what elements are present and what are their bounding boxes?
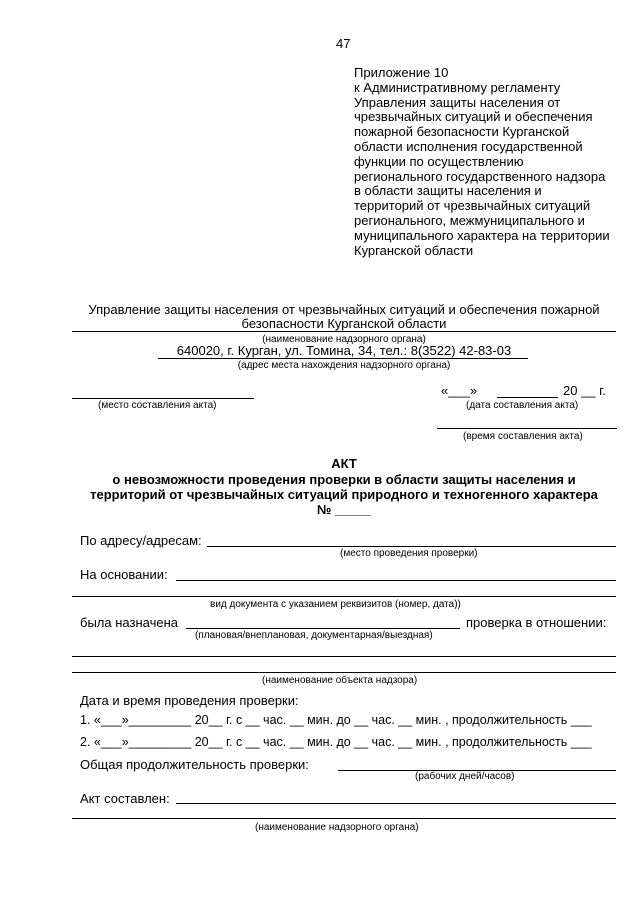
compiled-label: Акт составлен: <box>80 791 170 806</box>
appendix-line: регионального государственного надзора <box>354 168 606 184</box>
act-number: № _____ <box>316 502 372 517</box>
appendix-line: чрезвычайных ситуаций и обеспечения <box>354 109 593 125</box>
total-duration-label: Общая продолжительность проверки: <box>80 757 309 772</box>
basis-caption: вид документа с указанием реквизитов (номер, дата)) <box>210 599 461 610</box>
appendix-line: пожарной безопасности Курганской <box>354 124 570 140</box>
appendix-line: области исполнения государственной <box>354 138 583 154</box>
appendix-line: регионального, межмуниципального и <box>354 212 585 228</box>
compiled-field-line2[interactable] <box>72 818 616 819</box>
appendix-line: в области защиты населения и <box>354 183 542 199</box>
appendix-line: муниципального характера на территории <box>354 227 610 243</box>
authority-line2: безопасности Курганской области <box>241 316 447 331</box>
appendix-line: Приложение 10 <box>354 65 449 80</box>
authority-address: 640020, г. Курган, ул. Томина, 34, тел.: 8(3522) 42-83-03 <box>176 343 512 358</box>
address-caption: (адрес места нахождения надзорного органа) <box>237 360 451 371</box>
place-field[interactable] <box>72 398 254 399</box>
date-year: 20 __ г. <box>563 383 606 398</box>
object-caption: (наименование объекта надзора) <box>262 675 418 686</box>
assigned-label: была назначена <box>80 615 178 630</box>
appendix-line: Управления защиты населения от <box>354 94 561 110</box>
act-subtitle-line2: территорий от чрезвычайных ситуаций природного и техногенного характера <box>90 487 598 502</box>
check-type-field[interactable] <box>186 628 460 629</box>
appendix-line: территорий от чрезвычайных ситуаций <box>354 198 591 214</box>
authority-line1: Управление защиты населения от чрезвычайных ситуаций и обеспечения пожарной <box>88 302 600 317</box>
appendix-line: Курганской области <box>354 242 474 258</box>
appendix-line: функции по осуществлению <box>354 153 524 169</box>
page-number: 47 <box>336 36 351 51</box>
datetime-row-2: 2. «___»_________ 20__ г. с __ час. __ мин. до __ час. __ мин. , продолжительность ___ <box>80 735 592 749</box>
compiled-field[interactable] <box>176 803 616 804</box>
authority-caption: (наименование надзорного органа) <box>262 334 426 345</box>
address-field-caption: (место проведения проверки) <box>340 548 478 559</box>
datetime-row-1: 1. «___»_________ 20__ г. с __ час. __ мин. до __ час. __ мин. , продолжительность ___ <box>80 713 592 727</box>
address-field[interactable] <box>207 546 616 547</box>
basis-label: На основании: <box>80 567 168 582</box>
address-label: По адресу/адресам: <box>80 533 202 548</box>
date-month-field[interactable] <box>497 397 558 398</box>
appendix-line: к Административному регламенту <box>354 79 561 95</box>
address-underline <box>158 358 528 359</box>
datetime-label: Дата и время проведения проверки: <box>80 693 299 708</box>
appendix-block <box>354 66 610 258</box>
basis-field[interactable] <box>176 580 616 581</box>
date-day: «___» <box>441 383 478 398</box>
object-field-line1[interactable] <box>72 656 616 657</box>
authority-underline <box>72 331 616 332</box>
basis-field-line2[interactable] <box>72 596 616 597</box>
act-subtitle-line1: о невозможности проведения проверки в области защиты населения и <box>112 472 576 487</box>
check-label: проверка в отношении: <box>466 615 607 630</box>
time-field[interactable] <box>437 428 617 429</box>
act-title: АКТ <box>331 456 357 471</box>
date-caption: (дата составления акта) <box>466 400 579 411</box>
time-caption: (время составления акта) <box>463 431 583 442</box>
compiled-caption: (наименование надзорного органа) <box>255 822 419 833</box>
total-duration-caption: (рабочих дней/часов) <box>415 771 515 782</box>
object-field-line2[interactable] <box>72 672 616 673</box>
check-type-caption: (плановая/внеплановая, документарная/выездная) <box>195 630 433 641</box>
place-caption: (место составления акта) <box>98 400 217 411</box>
